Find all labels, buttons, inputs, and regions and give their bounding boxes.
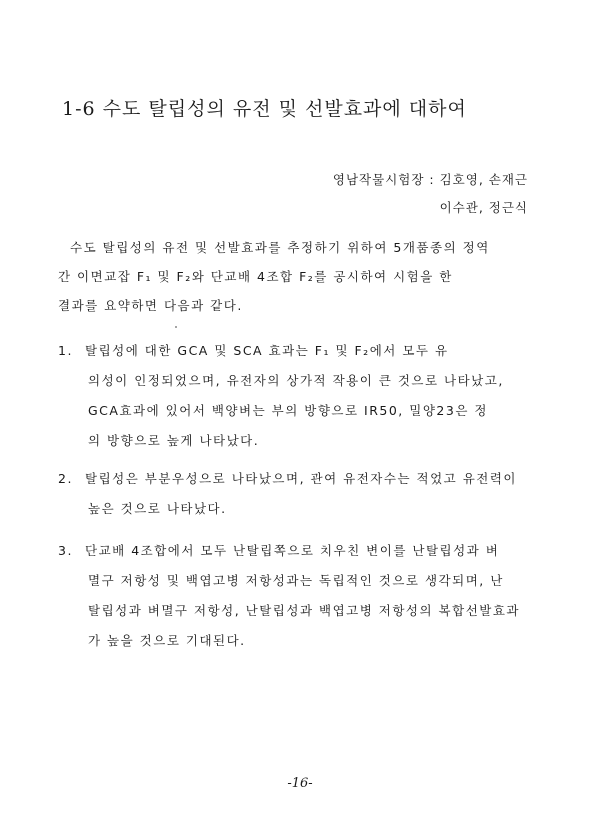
- item-body: [85, 336, 535, 456]
- item-number: 2.: [58, 471, 73, 486]
- page-number: -16-: [287, 776, 313, 791]
- item-line: 탈립성에 대한 GCA 및 SCA 효과는 F₁ 및 F₂에서 모두 유: [85, 343, 449, 358]
- scan-dot: [175, 326, 177, 328]
- item-line: 단교배 4조합에서 모두 난탈립쪽으로 치우친 변이를 난탈립성과 벼: [85, 543, 500, 558]
- affiliation-line-1: 영남작물시험장 : 김호영, 손재근: [332, 172, 528, 187]
- item-body: [85, 536, 535, 656]
- item-line: 의성이 인정되었으며, 유전자의 상가적 작용이 큰 것으로 나타났고,: [88, 373, 504, 388]
- section-title: 1-6 수도 탈립성의 유전 및 선발효과에 대하여: [62, 98, 467, 120]
- item-number: 1.: [58, 343, 73, 358]
- item-body: [85, 464, 535, 524]
- item-line: 탈립성은 부분우성으로 나타났으며, 관여 유전자수는 적었고 유전력이: [85, 471, 517, 486]
- affiliation-line-2: 이수관, 정근식: [439, 200, 528, 215]
- author-affiliation: [333, 166, 528, 222]
- item-number: 3.: [58, 543, 73, 558]
- item-line: 멸구 저항성 및 백엽고병 저항성과는 독립적인 것으로 생각되며, 난: [88, 573, 504, 588]
- item-line: GCA효과에 있어서 백양벼는 부의 방향으로 IR50, 밀양23은 정: [88, 403, 488, 418]
- item-line: 탈립성과 벼멸구 저항성, 난탈립성과 백엽고병 저항성의 복합선발효과: [88, 603, 520, 618]
- intro-line: 결과를 요약하면 다음과 같다.: [58, 298, 243, 313]
- intro-line: 간 이면교잡 F₁ 및 F₂와 단교배 4조합 F₂를 공시하여 시험을 한: [58, 269, 453, 284]
- intro-paragraph: [58, 233, 528, 320]
- item-line: 높은 것으로 나타났다.: [88, 501, 227, 516]
- item-line: 의 방향으로 높게 나타났다.: [88, 433, 260, 448]
- intro-line: 수도 탈립성의 유전 및 선발효과를 추정하기 위하여 5개품종의 정역: [70, 240, 490, 255]
- item-line: 가 높을 것으로 기대된다.: [88, 633, 246, 648]
